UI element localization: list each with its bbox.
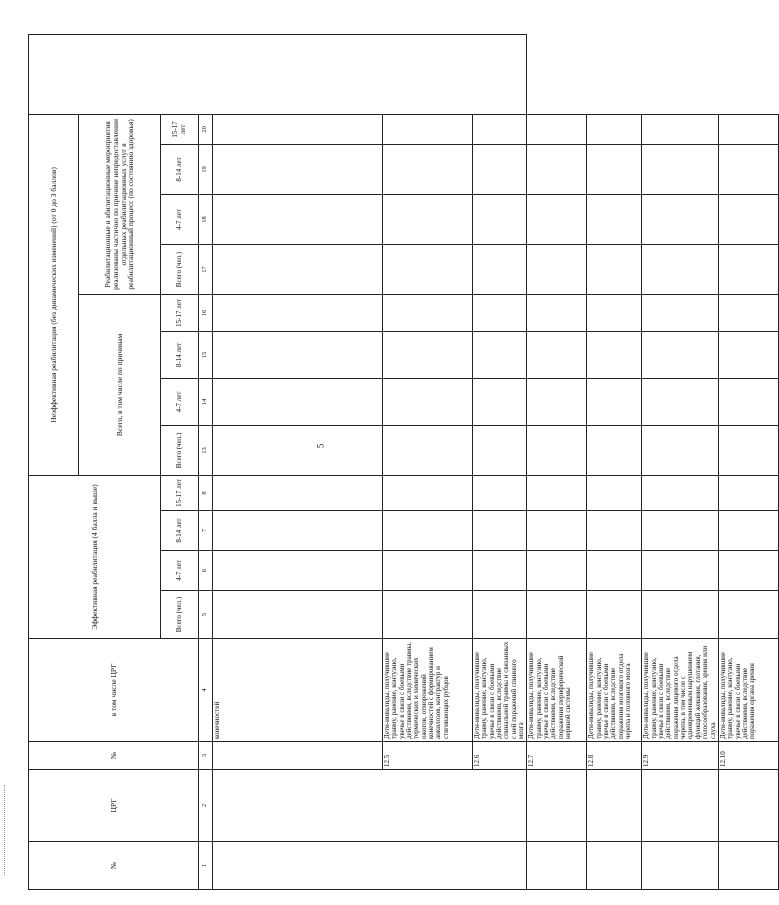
column-number: 1 bbox=[199, 842, 213, 890]
header-crg-sub: в том числе ЦРГ bbox=[29, 639, 199, 742]
data-cell bbox=[527, 331, 587, 378]
data-cell bbox=[587, 331, 642, 378]
header-effective: Эффективная реабилитация (4 балла и выше) bbox=[29, 475, 161, 638]
column-number: 4 bbox=[199, 639, 213, 742]
data-cell bbox=[718, 244, 778, 294]
data-cell bbox=[642, 244, 718, 294]
data-cell bbox=[587, 244, 642, 294]
data-cell bbox=[527, 591, 587, 639]
data-cell bbox=[383, 591, 473, 639]
data-cell bbox=[718, 194, 778, 244]
data-cell bbox=[383, 114, 473, 144]
data-cell bbox=[527, 244, 587, 294]
data-cell bbox=[527, 144, 587, 194]
cell-crg bbox=[527, 770, 587, 842]
data-cell bbox=[718, 591, 778, 639]
header-age-8-14: 8-14 лет bbox=[161, 511, 199, 551]
data-cell bbox=[718, 551, 778, 591]
data-cell bbox=[587, 194, 642, 244]
header-no: № bbox=[29, 842, 199, 890]
cell-crg bbox=[587, 770, 642, 842]
data-cell bbox=[587, 425, 642, 475]
header-age-4-7: 4-7 лет bbox=[161, 551, 199, 591]
data-cell bbox=[383, 511, 473, 551]
row-text: Дети-инвалиды, получившие травму, ранение, контузию, увечье в связи с боевыми действиями, вследствие поражения органа зрения bbox=[718, 639, 778, 742]
data-cell bbox=[213, 244, 383, 294]
data-cell bbox=[527, 425, 587, 475]
data-cell bbox=[213, 551, 383, 591]
data-cell bbox=[473, 244, 527, 294]
row-number: 12.8 bbox=[587, 742, 642, 770]
data-cell bbox=[383, 294, 473, 331]
data-cell bbox=[642, 194, 718, 244]
data-cell bbox=[383, 378, 473, 425]
data-cell bbox=[642, 475, 718, 510]
header-no-sub: № bbox=[29, 742, 199, 770]
column-number: 14 bbox=[199, 378, 213, 425]
data-cell bbox=[473, 591, 527, 639]
column-number: 19 bbox=[199, 144, 213, 194]
cell-no bbox=[587, 842, 642, 890]
data-cell bbox=[718, 511, 778, 551]
cell-crg bbox=[642, 770, 718, 842]
data-cell bbox=[642, 331, 718, 378]
data-cell bbox=[527, 114, 587, 144]
header-age-4-7: 4-7 лет bbox=[161, 194, 199, 244]
data-cell bbox=[527, 378, 587, 425]
data-cell bbox=[527, 551, 587, 591]
header-age-8-14: 8-14 лет bbox=[161, 331, 199, 378]
cell-crg bbox=[213, 770, 527, 842]
data-cell bbox=[213, 294, 383, 331]
data-cell bbox=[642, 425, 718, 475]
data-cell bbox=[718, 475, 778, 510]
header-ineffective: Неэффективная реабилитация (без динамических изменений) (от 0 до 3 баллов) bbox=[29, 114, 79, 475]
data-cell bbox=[213, 331, 383, 378]
data-cell bbox=[718, 378, 778, 425]
header-age-4-7: 4-7 лет bbox=[161, 378, 199, 425]
column-number: 7 bbox=[199, 511, 213, 551]
data-cell bbox=[642, 144, 718, 194]
column-number: 15 bbox=[199, 331, 213, 378]
column-number: 8 bbox=[199, 475, 213, 510]
data-cell bbox=[587, 551, 642, 591]
cell-no bbox=[718, 842, 778, 890]
data-cell bbox=[718, 331, 778, 378]
header-age-15-17: 15-17 лет bbox=[161, 475, 199, 510]
data-cell bbox=[527, 194, 587, 244]
row-text: Дети-инвалиды, получившие травму, ранение, контузию, увечье в связи с боевыми действиями, вследствие поражения периферической нервной системы bbox=[527, 639, 587, 742]
row-number: 12.9 bbox=[642, 742, 718, 770]
data-cell bbox=[642, 114, 718, 144]
data-cell bbox=[213, 378, 383, 425]
data-cell bbox=[587, 114, 642, 144]
data-cell bbox=[213, 194, 383, 244]
data-cell bbox=[383, 551, 473, 591]
margin-marks bbox=[4, 785, 11, 875]
data-cell bbox=[718, 114, 778, 144]
row-text: Дети-инвалиды, получившие травму, ранение, контузию, увечье в связи с боевыми действиями, вследствие травмы, термических и химических ожогов, отморожений конечностей с формированием анкилозов, контрактур и стягивающих рубцов bbox=[383, 639, 473, 742]
page-number: 5 bbox=[315, 443, 326, 449]
column-number: 6 bbox=[199, 551, 213, 591]
header-total-by-reason: Всего, в том числе по причинам bbox=[79, 294, 161, 475]
row-text: Дети-инвалиды, получившие травму, ранение, контузию, увечье в связи с боевыми действиями, вследствие спинальной травмы и связанных с ней поражений спинного мозга bbox=[473, 639, 527, 742]
row-number: 12.7 bbox=[527, 742, 587, 770]
header-total: Всего (чел.) bbox=[161, 244, 199, 294]
data-cell bbox=[718, 144, 778, 194]
column-number: 17 bbox=[199, 244, 213, 294]
column-number: 16 bbox=[199, 294, 213, 331]
data-cell bbox=[527, 511, 587, 551]
row-text: Дети-инвалиды, получившие травму, ранение, контузию, увечье в связи с боевыми действиями, вследствие поражения мозгового отдела черепа и головного мозга bbox=[587, 639, 642, 742]
column-number: 2 bbox=[199, 770, 213, 842]
header-age-15-17: 15-17 лет bbox=[161, 114, 199, 144]
row-text: конечностей bbox=[213, 639, 383, 742]
data-cell bbox=[587, 378, 642, 425]
header-total: Всего (чел.) bbox=[161, 425, 199, 475]
data-cell bbox=[383, 244, 473, 294]
column-number: 3 bbox=[199, 742, 213, 770]
row-number: 12.5 bbox=[383, 742, 473, 770]
data-cell bbox=[527, 294, 587, 331]
data-cell bbox=[383, 194, 473, 244]
data-cell bbox=[473, 551, 527, 591]
column-number: 18 bbox=[199, 194, 213, 244]
data-cell bbox=[383, 475, 473, 510]
empty-right-column bbox=[29, 34, 527, 114]
data-cell bbox=[213, 114, 383, 144]
data-cell bbox=[473, 475, 527, 510]
data-cell bbox=[587, 475, 642, 510]
data-cell bbox=[587, 591, 642, 639]
rotated-table-container bbox=[28, 35, 757, 890]
column-number: 13 bbox=[199, 425, 213, 475]
data-cell bbox=[473, 511, 527, 551]
header-total: Всего (чел.) bbox=[161, 591, 199, 639]
data-cell bbox=[213, 591, 383, 639]
row-number: 12.6 bbox=[473, 742, 527, 770]
header-age-15-17: 15-17 лет bbox=[161, 294, 199, 331]
cell-no bbox=[527, 842, 587, 890]
data-cell bbox=[213, 425, 383, 475]
data-cell bbox=[718, 425, 778, 475]
header-age-8-14: 8-14 лет bbox=[161, 144, 199, 194]
data-cell bbox=[718, 294, 778, 331]
data-cell bbox=[642, 591, 718, 639]
data-cell bbox=[213, 511, 383, 551]
rehabilitation-table bbox=[28, 34, 779, 890]
row-number bbox=[213, 742, 383, 770]
data-cell bbox=[527, 475, 587, 510]
data-cell bbox=[642, 551, 718, 591]
data-cell bbox=[473, 114, 527, 144]
data-cell bbox=[383, 331, 473, 378]
data-cell bbox=[213, 144, 383, 194]
column-number: 20 bbox=[199, 114, 213, 144]
data-cell bbox=[473, 425, 527, 475]
column-number: 5 bbox=[199, 591, 213, 639]
data-cell bbox=[587, 294, 642, 331]
header-crg: ЦРГ bbox=[29, 770, 199, 842]
cell-no bbox=[213, 842, 527, 890]
data-cell bbox=[473, 378, 527, 425]
cell-no bbox=[642, 842, 718, 890]
data-cell bbox=[473, 144, 527, 194]
data-cell bbox=[473, 331, 527, 378]
data-cell bbox=[642, 378, 718, 425]
data-cell bbox=[587, 144, 642, 194]
data-cell bbox=[642, 294, 718, 331]
data-cell bbox=[642, 511, 718, 551]
data-cell bbox=[473, 194, 527, 244]
header-partial: Реабилитационные и абилитационные мероприятия реализованы частично по причине непредоставлении отдельных реабилитационных услуг в реабилитационный процесс (по состоянию здоровья) bbox=[79, 114, 161, 294]
row-text: Дети-инвалиды, получившие травму, ранение, контузию, увечье в связи с боевыми действиями, вследствие поражения лицевого отдела черепа, в том числе с одновременным нарушением функций жевания, глотания, голосообразования, зрения или слуха bbox=[642, 639, 718, 742]
data-cell bbox=[383, 144, 473, 194]
data-cell bbox=[213, 475, 383, 510]
data-cell bbox=[383, 425, 473, 475]
data-cell bbox=[587, 511, 642, 551]
data-cell bbox=[473, 294, 527, 331]
cell-crg bbox=[718, 770, 778, 842]
row-number: 12.10 bbox=[718, 742, 778, 770]
